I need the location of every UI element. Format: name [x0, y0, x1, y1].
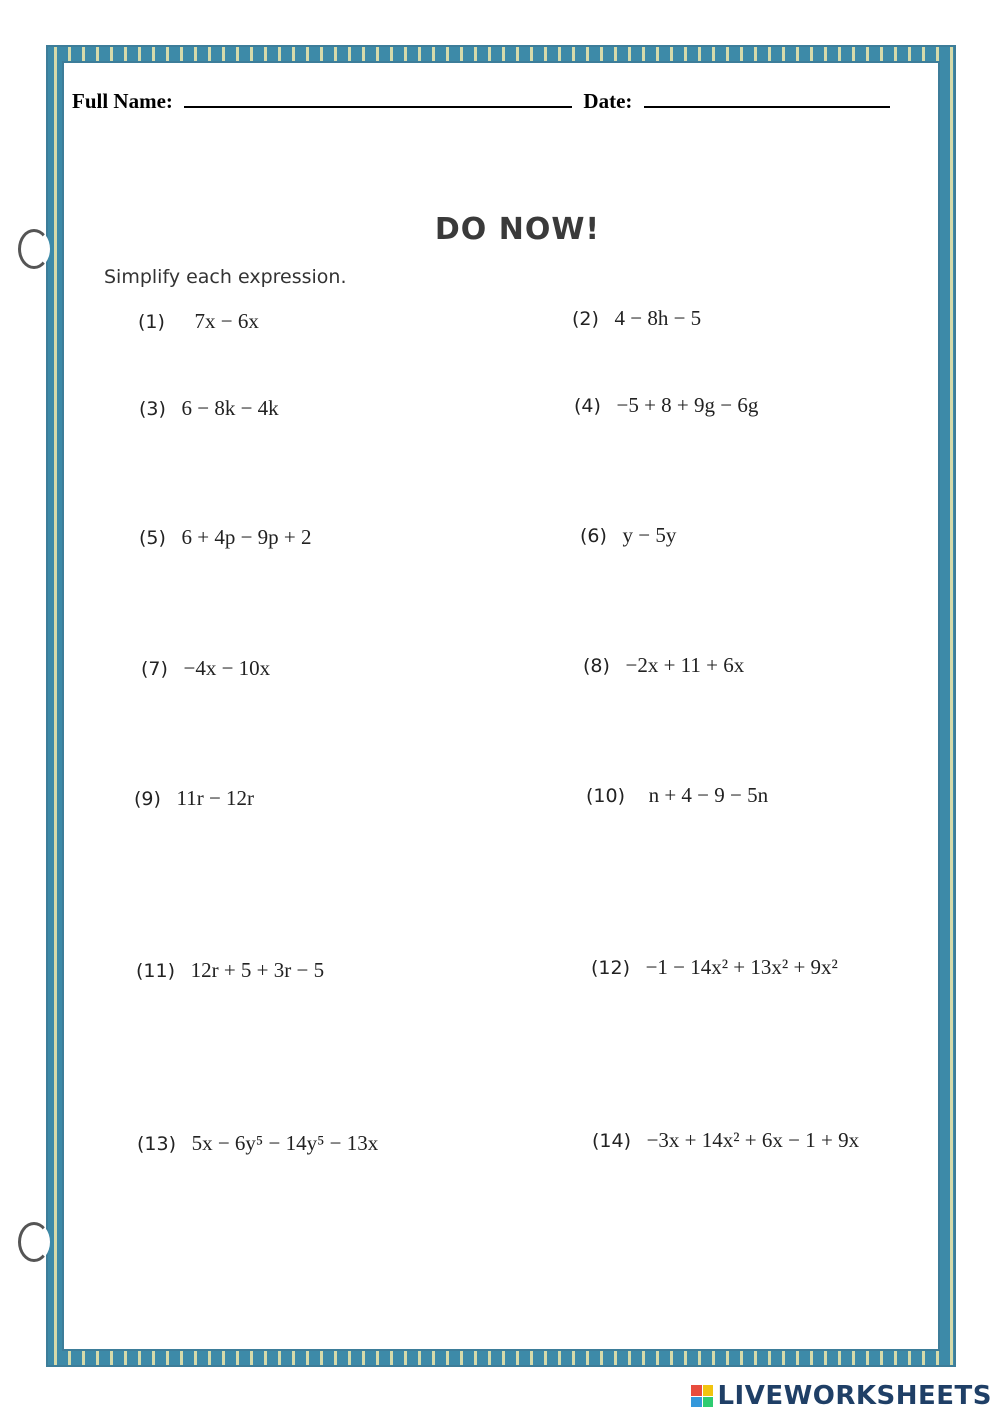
problem-number: (2): [572, 308, 599, 330]
problem-item: [141, 656, 270, 681]
problem-number: (11): [136, 960, 176, 982]
problem-expression: 7x − 6x: [194, 309, 259, 333]
problem-number: (14): [592, 1130, 632, 1152]
problem-expression: −3x + 14x² + 6x − 1 + 9x: [646, 1128, 860, 1152]
problem-number: (1): [138, 311, 165, 333]
problem-item: [572, 306, 701, 331]
problem-item: [138, 309, 259, 334]
problem-item: [591, 955, 838, 980]
problem-number: (7): [141, 658, 168, 680]
problem-item: [586, 783, 768, 808]
instructions: Simplify each expression.: [104, 266, 347, 288]
problem-number: (9): [134, 788, 161, 810]
problem-number: (5): [139, 527, 166, 549]
liveworksheets-logo: [691, 1381, 992, 1411]
full-name-label: Full Name:: [72, 89, 173, 113]
page-content-area: [62, 61, 940, 1351]
date-label: Date:: [583, 89, 633, 113]
problem-expression: 12r + 5 + 3r − 5: [190, 958, 325, 982]
problem-expression: y − 5y: [622, 523, 677, 547]
full-name-field[interactable]: [184, 88, 572, 108]
problem-expression: −2x + 11 + 6x: [625, 653, 745, 677]
liveworksheets-icon: [691, 1385, 713, 1407]
problem-expression: 6 + 4p − 9p + 2: [181, 525, 312, 549]
page-title: DO NOW!: [434, 212, 601, 247]
problem-expression: 4 − 8h − 5: [614, 306, 702, 330]
brand-name: LIVEWORKSHEETS: [717, 1381, 992, 1411]
problem-item: [580, 523, 676, 548]
problem-number: (3): [139, 398, 166, 420]
binder-hole-icon: [18, 1222, 50, 1262]
problem-number: (12): [591, 957, 631, 979]
problem-expression: −5 + 8 + 9g − 6g: [616, 393, 759, 417]
problem-expression: −4x − 10x: [183, 656, 271, 680]
problem-number: (13): [137, 1133, 177, 1155]
problem-item: [139, 396, 279, 421]
header-fields: [72, 88, 890, 114]
problem-item: [136, 958, 324, 983]
problem-item: [137, 1131, 378, 1156]
problem-number: (10): [586, 785, 626, 807]
problem-expression: 11r − 12r: [176, 786, 255, 810]
date-field[interactable]: [644, 88, 890, 108]
problem-item: [139, 525, 312, 550]
problem-expression: n + 4 − 9 − 5n: [648, 783, 769, 807]
problem-item: [574, 393, 758, 418]
problem-item: [592, 1128, 859, 1153]
problem-expression: 6 − 8k − 4k: [181, 396, 279, 420]
problem-number: (4): [574, 395, 601, 417]
problem-number: (6): [580, 525, 607, 547]
problem-number: (8): [583, 655, 610, 677]
problem-item: [134, 786, 254, 811]
problem-expression: −1 − 14x² + 13x² + 9x²: [645, 955, 838, 979]
problem-item: [583, 653, 744, 678]
problem-expression: 5x − 6y⁵ − 14y⁵ − 13x: [191, 1131, 379, 1155]
